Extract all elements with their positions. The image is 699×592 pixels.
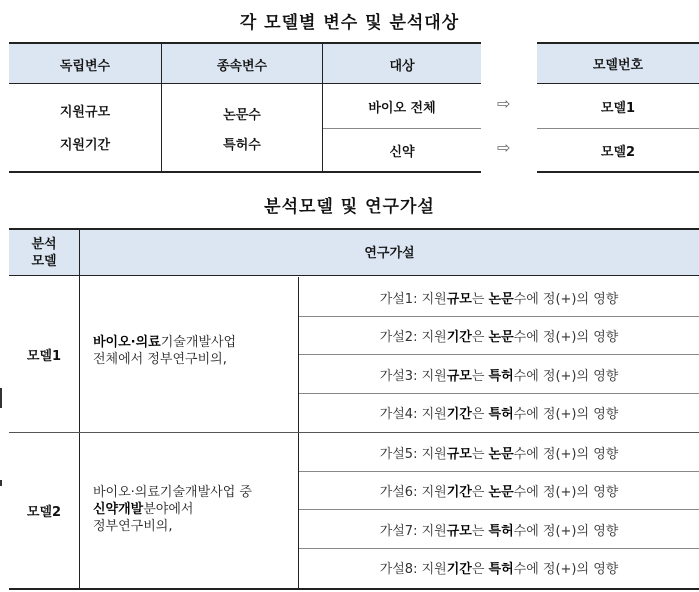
hyp-label: 가설7: 지원: [379, 523, 447, 539]
hyp-outcome: 논문: [488, 484, 514, 500]
hyp-particle: 은: [471, 484, 485, 500]
target-cell: 바이오 전체: [368, 100, 436, 116]
table1-bottom-rule: [9, 171, 481, 173]
hyp-label: 가설4: 지원: [379, 406, 447, 422]
hyp-tail: 수에 정(+)의 영향: [513, 484, 619, 500]
hyp-tail: 수에 정(+)의 영향: [513, 368, 619, 384]
model-number-cell: 모델1: [600, 100, 636, 116]
desc-bold: 신약개발: [93, 502, 144, 517]
arrow-right-icon: ⇨: [497, 138, 511, 157]
header-target: 대상: [389, 58, 415, 74]
desc-text: 전체에서 정부연구비의,: [93, 352, 227, 367]
hyp-var: 규모: [446, 446, 472, 462]
table2-header-band: [9, 228, 699, 276]
hyp-outcome: 특허: [488, 561, 514, 577]
table1-bottom-rule: [537, 171, 699, 173]
header-model-no: 모델번호: [592, 58, 644, 73]
hyp-particle: 는: [471, 446, 485, 462]
dependent-var: 논문수: [223, 107, 261, 123]
hyp-label: 가설1: 지원: [379, 291, 447, 307]
desc-text: 분야에서: [143, 502, 194, 517]
hyp-var: 기간: [446, 484, 472, 500]
title-models-and-hypotheses: 분석모델 및 연구가설: [264, 197, 435, 217]
hyp-particle: 은: [471, 561, 485, 577]
hypothesis-row: [299, 433, 699, 471]
row-separator: [537, 128, 699, 129]
table2-divider: [79, 230, 80, 588]
hyp-var: 기간: [446, 406, 472, 422]
hyp-outcome: 논문: [488, 329, 514, 345]
hyp-var: 기간: [446, 329, 472, 345]
hyp-outcome: 특허: [488, 523, 514, 539]
model-name: 모델1: [26, 349, 62, 364]
margin-mark: [0, 480, 2, 486]
header-independent: 독립변수: [59, 58, 111, 74]
hypothesis-row: [299, 355, 699, 393]
desc-text: 기술개발사업: [160, 335, 237, 350]
hyp-particle: 은: [471, 329, 485, 345]
hypothesis-row: [299, 278, 699, 316]
header-dependent: 종속변수: [216, 58, 268, 74]
table2-bottom-rule: [9, 588, 699, 590]
header-hypothesis: 연구가설: [364, 245, 415, 261]
dependent-var: 특허수: [223, 137, 261, 153]
hyp-var: 규모: [446, 368, 472, 384]
hyp-tail: 수에 정(+)의 영향: [513, 561, 619, 577]
hyp-outcome: 특허: [488, 406, 514, 422]
independent-var: 지원기간: [59, 137, 111, 153]
hyp-particle: 는: [471, 291, 485, 307]
hyp-outcome: 논문: [488, 291, 514, 307]
hyp-label: 가설8: 지원: [379, 561, 447, 577]
hyp-label: 가설2: 지원: [379, 329, 447, 345]
header-analysis-model: [9, 230, 79, 276]
arrow-right-icon: ⇨: [497, 94, 511, 113]
hyp-particle: 는: [471, 523, 485, 539]
model-number-cell: 모델2: [600, 144, 636, 160]
hyp-label: 가설6: 지원: [379, 484, 447, 500]
desc-text: 바이오·의료기술개발사업 중: [93, 485, 252, 500]
hyp-tail: 수에 정(+)의 영향: [513, 446, 619, 462]
header-analysis-model-line2: 모델: [31, 254, 57, 269]
hyp-particle: 는: [471, 368, 485, 384]
desc-bold: 바이오·의료: [93, 335, 161, 350]
desc-text: 정부연구비의,: [93, 519, 173, 534]
independent-var: 지원규모: [59, 104, 111, 120]
header-analysis-model-line1: 분석: [31, 237, 57, 252]
hyp-tail: 수에 정(+)의 영향: [513, 406, 619, 422]
hyp-tail: 수에 정(+)의 영향: [513, 291, 619, 307]
hyp-label: 가설5: 지원: [379, 446, 447, 462]
hypothesis-row: [299, 510, 699, 548]
hypothesis-row: [299, 316, 699, 354]
title-variables-by-model: 각 모델별 변수 및 분석대상: [239, 13, 460, 33]
model-description: [93, 334, 298, 368]
hyp-tail: 수에 정(+)의 영향: [513, 329, 619, 345]
margin-mark: [0, 388, 2, 408]
row-separator: [323, 128, 481, 129]
hyp-var: 기간: [446, 561, 472, 577]
hyp-particle: 은: [471, 406, 485, 422]
model-name: 모델2: [26, 505, 62, 520]
hyp-var: 규모: [446, 523, 472, 539]
hypothesis-row: [299, 393, 699, 431]
hypothesis-row: [299, 548, 699, 586]
target-cell: 신약: [389, 144, 415, 160]
hypothesis-row: [299, 471, 699, 509]
hyp-label: 가설3: 지원: [379, 368, 447, 384]
hyp-outcome: 논문: [488, 446, 514, 462]
hyp-var: 규모: [446, 291, 472, 307]
hyp-outcome: 특허: [488, 368, 514, 384]
hyp-tail: 수에 정(+)의 영향: [513, 523, 619, 539]
model-description: [93, 484, 298, 535]
table1-header-model-band: [537, 42, 699, 84]
